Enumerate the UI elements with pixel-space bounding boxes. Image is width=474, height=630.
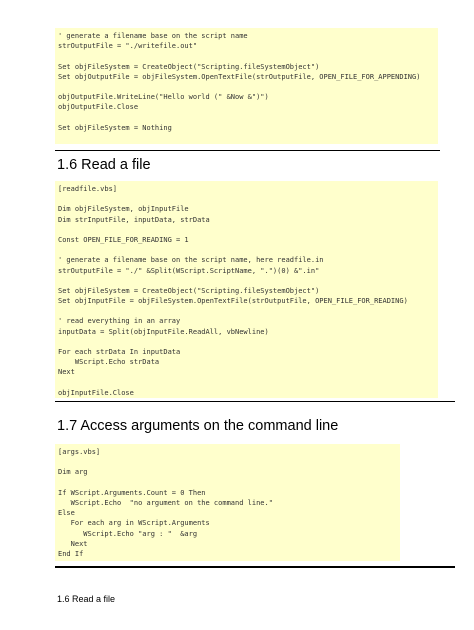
code-line: WScript.Echo "no argument on the command line."	[58, 498, 273, 507]
code-line: For each arg in WScript.Arguments	[58, 519, 210, 528]
code-line: Dim objFileSystem, objInputFile	[58, 205, 189, 214]
code-line	[58, 559, 400, 561]
code-line: [readfile.vbs]	[58, 185, 118, 193]
code-line: Set objOutputFile = objFileSystem.OpenTextFile(strOutputFile, OPEN_FILE_FOR_APPENDING)	[58, 72, 421, 81]
code-line	[58, 194, 438, 204]
code-line: Set objInputFile = objFileSystem.OpenTextFile(strOutputFile, OPEN_FILE_FOR_READING)	[58, 297, 408, 306]
code-line	[58, 245, 438, 255]
code-line: Dim arg	[58, 468, 88, 477]
section-divider	[55, 150, 440, 151]
code-line	[58, 457, 400, 467]
code-line	[58, 143, 438, 144]
code-line: objOutputFile.Close	[58, 103, 139, 112]
code-line	[58, 133, 438, 143]
code-line	[58, 82, 438, 92]
page-footer: 1.6 Read a file	[57, 594, 116, 604]
code-line: strOutputFile = "./" &Split(WScript.ScriptName, ".")(0) &".in"	[58, 266, 320, 275]
code-line: Next	[58, 368, 75, 377]
code-line	[58, 478, 400, 488]
code-line: ' generate a filename base on the script name, here readfile.in	[58, 256, 324, 265]
code-line: objOutputFile.WriteLine("Hello world (" &Now &")")	[58, 93, 269, 102]
section-heading-read-file: 1.6 Read a file	[57, 157, 151, 173]
code-line	[58, 337, 438, 347]
section-divider	[55, 401, 455, 402]
code-line: Next	[58, 539, 88, 548]
code-line: WScript.Echo "arg : " &arg	[58, 529, 198, 538]
code-line: Set objFileSystem = CreateObject("Scripting.fileSystemObject")	[58, 286, 320, 295]
code-line	[58, 51, 438, 61]
code-line: Dim strInputFile, inputData, strData	[58, 215, 210, 224]
code-line	[58, 113, 438, 123]
code-block-readfile	[55, 181, 438, 398]
code-line: If WScript.Arguments.Count = 0 Then	[58, 488, 206, 497]
code-line: Set objFileSystem = Nothing	[58, 123, 172, 132]
code-line: ' generate a filename base on the script name	[58, 32, 248, 40]
code-line	[58, 306, 438, 316]
code-line: WScript.Echo strData	[58, 358, 160, 367]
code-line: ' read everything in an array	[58, 317, 181, 326]
code-line	[58, 378, 438, 388]
code-block-args	[55, 444, 400, 561]
code-line	[58, 276, 438, 286]
code-line: Const OPEN_FILE_FOR_READING = 1	[58, 235, 189, 244]
code-line: For each strData In inputData	[58, 348, 181, 356]
code-line: Else	[58, 509, 75, 518]
code-line: End If	[58, 549, 84, 558]
code-line: strOutputFile = "./writefile.out"	[58, 42, 198, 51]
code-line: objInputFile.Close	[58, 388, 134, 397]
section-heading-arguments: 1.7 Access arguments on the command line	[57, 418, 339, 434]
code-block-writefile	[55, 28, 438, 144]
code-line: Set objFileSystem = CreateObject("Scripting.fileSystemObject")	[58, 62, 320, 71]
section-divider	[55, 566, 455, 568]
code-line: inputData = Split(objInputFile.ReadAll, vbNewline)	[58, 327, 269, 336]
code-line: [args.vbs]	[58, 448, 101, 456]
code-line	[58, 225, 438, 235]
